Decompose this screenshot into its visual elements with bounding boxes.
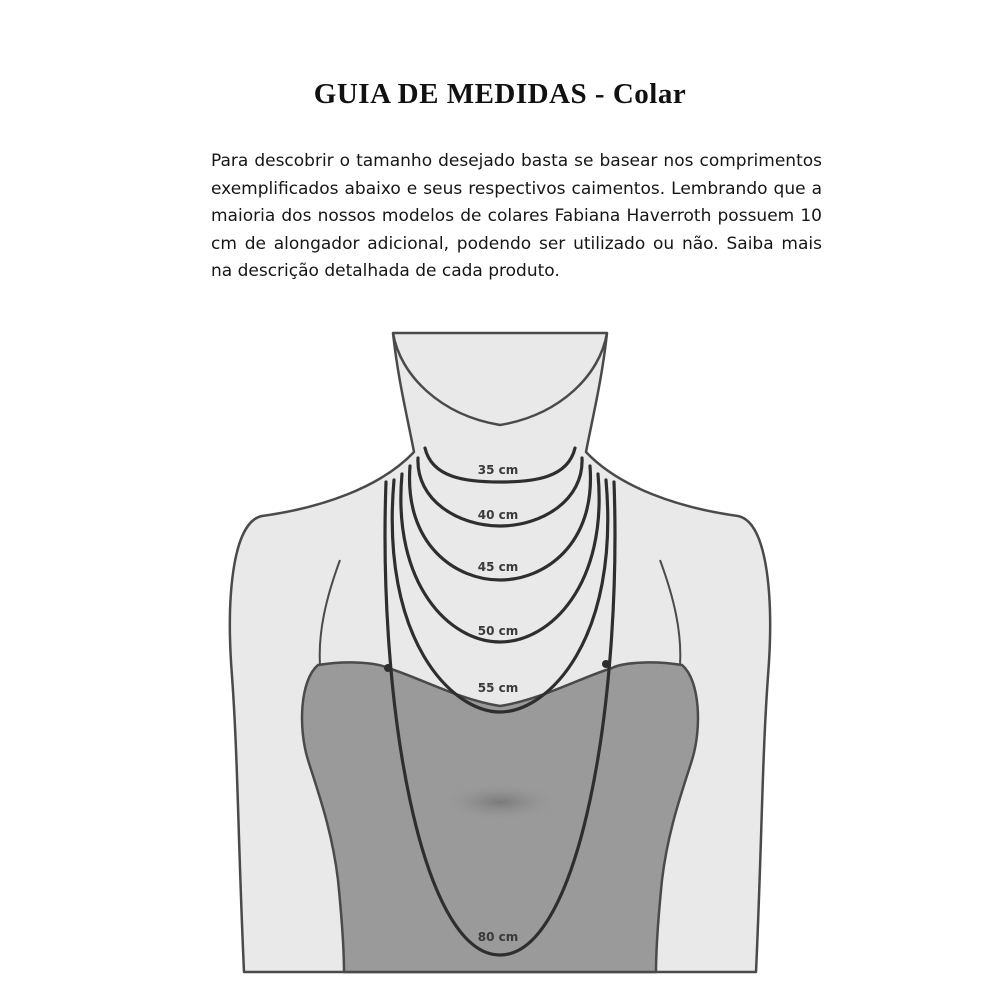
label-80cm: 80 cm (477, 930, 519, 944)
intro-paragraph: Para descobrir o tamanho desejado basta se basear nos comprimentos exemplificados abaixo e seus respectivos caimentos. Lembrando que a maioria dos nossos modelos de colares Fabiana Haverroth possuem 10 cm de alongador adicional, podendo ser utilizado ou não. Saiba mais na descrição detalhada de cada produto. (211, 151, 822, 281)
right-junction-dot (602, 660, 610, 668)
label-50cm: 50 cm (477, 624, 519, 638)
label-55cm: 55 cm (477, 681, 519, 695)
label-35cm: 35 cm (477, 463, 519, 477)
page-title: GUIA DE MEDIDAS - Colar (313, 78, 687, 110)
garment-shading (438, 782, 562, 822)
label-40cm: 40 cm (477, 508, 519, 522)
left-junction-dot (384, 664, 392, 672)
label-45cm: 45 cm (477, 560, 519, 574)
